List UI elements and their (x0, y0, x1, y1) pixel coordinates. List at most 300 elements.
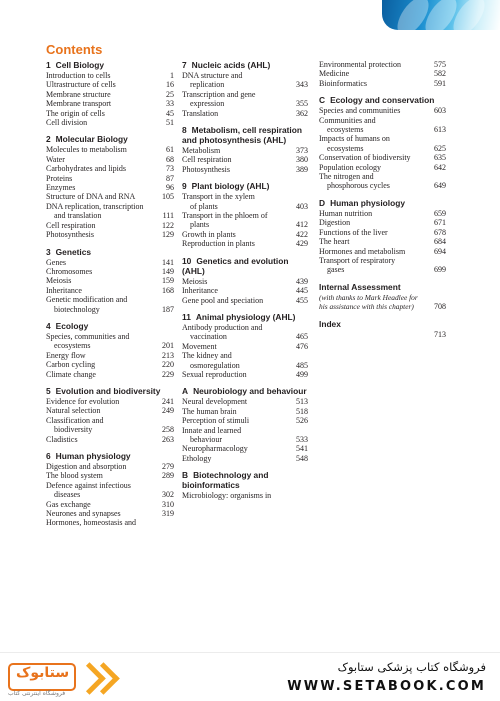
section-number: C (319, 95, 326, 106)
entry-title: Cell respiration (182, 155, 232, 165)
toc-entry[interactable] (182, 491, 308, 500)
entry-title: Transport in the xylem (182, 192, 255, 202)
toc-entry[interactable] (46, 462, 174, 471)
toc-entry[interactable] (182, 90, 308, 99)
entry-page-number: 149 (162, 266, 174, 276)
toc-entry[interactable] (319, 134, 446, 143)
toc-entry[interactable] (46, 99, 174, 108)
toc-entry[interactable] (46, 360, 174, 369)
section-title: Biotechnology and bioinformatics (182, 470, 269, 491)
entry-title: plants (190, 220, 210, 230)
toc-entry[interactable] (46, 71, 174, 80)
entry-page-number: 362 (296, 108, 308, 118)
toc-entry[interactable] (182, 286, 308, 295)
entry-page-number: 373 (296, 146, 308, 156)
toc-entry[interactable] (182, 397, 308, 406)
toc-entry[interactable] (46, 276, 174, 285)
store-url-link[interactable]: WWW.SETABOOK.COM (287, 679, 486, 694)
entry-title: Translation (182, 108, 219, 118)
toc-entry[interactable] (319, 163, 446, 172)
toc-section (319, 282, 446, 312)
entry-title: Water (46, 154, 65, 164)
section-title: Animal physiology (AHL) (195, 311, 296, 322)
section-title: Plant biology (AHL) (191, 181, 270, 192)
entry-page-number: 649 (434, 181, 446, 191)
entry-title: Molecules to metabolism (46, 145, 127, 155)
entry-page-number: 263 (162, 434, 174, 444)
entry-title: Structure of DNA and RNA (46, 192, 136, 202)
entry-title: Inheritance (46, 285, 82, 295)
entry-page-number: 45 (166, 108, 174, 118)
entry-page-number: 229 (162, 369, 174, 379)
toc-entry[interactable] (182, 277, 308, 286)
toc-entry[interactable] (46, 500, 174, 509)
entry-page-number: 476 (296, 341, 308, 351)
toc-entry[interactable] (182, 220, 308, 229)
entry-title: Cell respiration (46, 220, 96, 230)
toc-entry[interactable] (46, 305, 174, 314)
entry-title: Species, communities and (46, 331, 130, 341)
toc-section (319, 319, 446, 339)
entry-page-number: 310 (162, 499, 174, 509)
toc-entry[interactable] (319, 302, 446, 311)
section-heading (182, 125, 308, 145)
entry-page-number: 289 (162, 471, 174, 481)
entry-title: Communities and (319, 115, 376, 125)
entry-title: Species and communities (319, 106, 401, 116)
entry-page-number: 241 (162, 396, 174, 406)
entry-page-number: 659 (434, 208, 446, 218)
entry-title: The blood system (46, 471, 103, 481)
entry-page-number: 168 (162, 285, 174, 295)
entry-title: replication (190, 80, 225, 90)
entry-title: Classification and (46, 415, 104, 425)
toc-entry[interactable] (46, 258, 174, 267)
entry-page-number: 499 (296, 369, 308, 379)
entry-title: Carbon cycling (46, 360, 96, 370)
toc-entry[interactable] (46, 230, 174, 239)
entry-title: Cell division (46, 118, 88, 128)
toc-section (319, 95, 446, 191)
toc-entry[interactable] (46, 183, 174, 192)
section-number: 8 (182, 125, 187, 136)
entry-page-number: 684 (434, 237, 446, 247)
entry-page-number: 635 (434, 153, 446, 163)
toc-entry[interactable] (319, 153, 446, 162)
toc-column-3 (319, 60, 446, 346)
entry-title: biotechnology (54, 304, 100, 314)
toc-section (46, 321, 174, 379)
toc-entry[interactable] (319, 116, 446, 125)
toc-section (182, 181, 308, 248)
section-heading (182, 60, 308, 70)
section-number: D (319, 197, 326, 208)
entry-title: Microbiology: organisms in (182, 491, 272, 501)
entry-title: Energy flow (46, 350, 86, 360)
entry-title: DNA structure and (182, 71, 243, 80)
section-heading (46, 60, 174, 70)
entry-title: Growth in plants (182, 229, 236, 239)
toc-entry[interactable] (319, 106, 446, 115)
toc-entry[interactable] (46, 341, 174, 350)
section-heading (182, 386, 308, 396)
entry-title: and translation (54, 211, 102, 221)
toc-entry[interactable] (319, 69, 446, 78)
entry-title: his assistance with this chapter) (319, 302, 414, 312)
entry-page-number: 187 (162, 304, 174, 314)
section-heading (319, 319, 446, 329)
toc-entry[interactable] (319, 79, 446, 88)
toc-entry[interactable] (46, 471, 174, 480)
toc-section (182, 256, 308, 305)
entry-page-number: 380 (296, 155, 308, 165)
toc-entry[interactable] (46, 202, 174, 211)
entry-page-number: 533 (296, 434, 308, 444)
toc-entry[interactable] (182, 370, 308, 379)
entry-title: gases (327, 265, 345, 275)
entry-title: Climate change (46, 369, 96, 379)
section-number: 10 (182, 255, 192, 266)
entry-title: ecosystems (327, 143, 364, 153)
toc-entry[interactable] (46, 435, 174, 444)
toc-entry[interactable] (46, 481, 174, 490)
entry-page-number: 526 (296, 416, 308, 426)
entry-page-number: 713 (434, 329, 446, 339)
toc-entry[interactable] (46, 425, 174, 434)
entry-page-number: 439 (296, 276, 308, 286)
toc-entry[interactable] (182, 192, 308, 201)
section-heading (182, 181, 308, 191)
toc-entry[interactable] (182, 230, 308, 239)
entry-title: Ultrastructure of cells (46, 80, 116, 90)
toc-entry[interactable] (182, 454, 308, 463)
entry-page-number: 389 (296, 164, 308, 174)
toc-entry[interactable] (46, 490, 174, 499)
section-number: 1 (46, 60, 51, 70)
toc-entry[interactable] (182, 165, 308, 174)
toc-section (46, 134, 174, 239)
entry-page-number: 302 (162, 490, 174, 500)
entry-page-number: 68 (166, 154, 174, 164)
entry-title: Human nutrition (319, 208, 373, 218)
entry-title: Defence against infectious (46, 480, 131, 490)
entry-title: Genetic modification and (46, 295, 128, 305)
toc-entry[interactable] (319, 293, 446, 302)
section-heading (319, 198, 446, 208)
toc-entry[interactable] (46, 211, 174, 220)
toc-entry[interactable] (182, 323, 308, 332)
entry-title: behaviour (190, 434, 222, 444)
entry-page-number: 87 (166, 173, 174, 183)
toc-entry[interactable] (319, 228, 446, 237)
toc-entry[interactable] (319, 60, 446, 69)
entry-page-number: 575 (434, 60, 446, 69)
toc-entry[interactable] (46, 164, 174, 173)
entry-page-number: 455 (296, 295, 308, 305)
toc-section (182, 312, 308, 379)
entry-title: Transport of respiratory (319, 255, 396, 265)
entry-page-number: 582 (434, 69, 446, 79)
section-heading (46, 321, 174, 331)
entry-title: Genes (46, 257, 66, 267)
toc-entry[interactable] (46, 155, 174, 164)
toc-entry[interactable] (319, 125, 446, 134)
toc-entry[interactable] (182, 146, 308, 155)
entry-page-number: 422 (296, 229, 308, 239)
toc-entry[interactable] (182, 99, 308, 108)
section-title: Ecology and conservation (330, 95, 435, 106)
toc-section (46, 60, 174, 127)
entry-page-number: 319 (162, 509, 174, 519)
section-heading (46, 386, 174, 396)
entry-page-number: 678 (434, 227, 446, 237)
entry-page-number: 33 (166, 99, 174, 109)
toc-entry[interactable] (46, 221, 174, 230)
section-number: 11 (182, 311, 191, 322)
entry-title: Conservation of biodiversity (319, 153, 411, 163)
section-title: Neurobiology and behaviour (193, 386, 307, 397)
toc-entry[interactable] (46, 286, 174, 295)
toc-entry[interactable] (182, 155, 308, 164)
toc-section (182, 125, 308, 174)
entry-page-number: 51 (166, 118, 174, 128)
entry-title: Neurones and synapses (46, 509, 121, 519)
entry-title: Cladistics (46, 434, 78, 444)
section-number: 6 (46, 451, 51, 461)
entry-page-number: 213 (162, 350, 174, 360)
section-title: Internal Assessment (319, 281, 401, 292)
toc-entry[interactable] (319, 172, 446, 181)
entry-title: Gene pool and speciation (182, 295, 264, 305)
toc-entry[interactable] (46, 351, 174, 360)
entry-title: expression (190, 99, 225, 109)
toc-entry[interactable] (182, 332, 308, 341)
section-heading (182, 470, 308, 490)
entry-title: (with thanks to Mark Headlee for (319, 292, 418, 302)
toc-entry[interactable] (182, 426, 308, 435)
entry-page-number: 96 (166, 183, 174, 193)
entry-page-number: 141 (162, 257, 174, 267)
section-title: Index (319, 318, 341, 329)
toc-entry[interactable] (46, 192, 174, 201)
entry-title: Perception of stimuli (182, 416, 250, 426)
toc-entry[interactable] (182, 361, 308, 370)
entry-page-number: 129 (162, 230, 174, 240)
entry-page-number: 465 (296, 332, 308, 342)
entry-title: Neuropharmacology (182, 444, 248, 454)
section-title: Metabolism, cell respiration and photosynthesis (AHL) (182, 125, 302, 146)
entry-title: Ethology (182, 453, 212, 463)
page-title: Contents (46, 42, 103, 57)
section-title: Human physiology (330, 197, 405, 208)
entry-page-number: 603 (434, 106, 446, 116)
toc-entry[interactable] (182, 109, 308, 118)
toc-section (46, 451, 174, 528)
toc-entry[interactable] (46, 332, 174, 341)
entry-title: Reproduction in plants (182, 239, 255, 249)
toc-entry[interactable] (46, 80, 174, 89)
store-logo[interactable] (8, 659, 158, 699)
entry-title: ecosystems (54, 341, 91, 351)
entry-page-number: 613 (434, 125, 446, 135)
section-heading (46, 134, 174, 144)
entry-title: Natural selection (46, 406, 101, 416)
toc-entry[interactable] (319, 218, 446, 227)
toc-entry[interactable] (46, 295, 174, 304)
entry-title: Medicine (319, 69, 350, 79)
entry-title: vaccination (190, 332, 227, 342)
toc-entry[interactable] (182, 80, 308, 89)
toc-section (182, 60, 308, 118)
entry-title: Neural development (182, 397, 248, 407)
toc-entry[interactable] (182, 296, 308, 305)
toc-entry[interactable] (46, 370, 174, 379)
section-title: Human physiology (55, 451, 131, 461)
toc-column-2 (182, 60, 308, 508)
section-heading (182, 312, 308, 322)
entry-title: Proteins (46, 173, 73, 183)
section-heading (182, 256, 308, 276)
entry-title: The heart (319, 237, 350, 247)
toc-entry[interactable] (319, 209, 446, 218)
toc-entry[interactable] (319, 265, 446, 274)
entry-page-number: 513 (296, 397, 308, 407)
toc-entry[interactable] (319, 247, 446, 256)
section-title: Cell Biology (55, 60, 105, 70)
entry-title: Photosynthesis (182, 164, 231, 174)
toc-entry[interactable] (46, 416, 174, 425)
logo-subtitle: فروشگاه اینترنتی کتاب (8, 690, 66, 697)
toc-entry[interactable] (182, 407, 308, 416)
toc-entry[interactable] (182, 211, 308, 220)
entry-title: Enzymes (46, 183, 76, 193)
entry-title: Digestion (319, 218, 351, 228)
entry-title: The nitrogen and (319, 172, 374, 182)
entry-page-number: 591 (434, 78, 446, 88)
toc-column-1 (46, 60, 174, 535)
entry-page-number: 699 (434, 265, 446, 275)
entry-page-number: 1 (170, 71, 174, 80)
entry-page-number: 111 (162, 211, 174, 221)
section-title: Nucleic acids (AHL) (191, 60, 271, 70)
entry-title: Inheritance (182, 286, 218, 296)
entry-title: DNA replication, transcription (46, 201, 144, 211)
toc-entry[interactable] (319, 181, 446, 190)
section-number: 7 (182, 60, 187, 70)
entry-page-number: 220 (162, 360, 174, 370)
toc-entry[interactable] (319, 237, 446, 246)
toc-section (319, 198, 446, 275)
entry-title: Hormones, homeostasis and (46, 518, 136, 528)
entry-title: Meiosis (46, 276, 72, 286)
toc-entry[interactable] (46, 518, 174, 527)
corner-decoration (382, 0, 500, 30)
section-number: B (182, 470, 189, 481)
toc-entry[interactable] (46, 174, 174, 183)
toc-entry[interactable] (182, 202, 308, 211)
entry-page-number: 343 (296, 80, 308, 90)
section-number: A (182, 386, 189, 397)
toc-entry[interactable] (46, 267, 174, 276)
toc-entry[interactable] (46, 118, 174, 127)
entry-page-number: 548 (296, 453, 308, 463)
section-heading (46, 247, 174, 257)
section-title: Evolution and biodiversity (55, 385, 161, 396)
entry-title: Environmental protection (319, 60, 401, 69)
entry-page-number: 122 (162, 220, 174, 230)
entry-title: Introduction to cells (46, 71, 111, 80)
entry-title: phosphorous cycles (327, 181, 390, 191)
toc-entry[interactable] (46, 406, 174, 415)
toc-entry[interactable] (319, 330, 446, 339)
entry-page-number: 355 (296, 99, 308, 109)
toc-entry[interactable] (182, 71, 308, 80)
entry-title: Antibody production and (182, 322, 263, 332)
entry-title: Evidence for evolution (46, 396, 120, 406)
entry-page-number: 429 (296, 239, 308, 249)
entry-title: Bioinformatics (319, 78, 367, 88)
entry-title: Transcription and gene (182, 89, 256, 99)
toc-entry[interactable] (182, 239, 308, 248)
entry-page-number: 671 (434, 218, 446, 228)
entry-title: osmoregulation (190, 360, 240, 370)
toc-entry[interactable] (319, 144, 446, 153)
toc-entry[interactable] (46, 509, 174, 518)
entry-title: Metabolism (182, 146, 221, 156)
toc-entry[interactable] (182, 351, 308, 360)
entry-page-number: 279 (162, 462, 174, 471)
entry-page-number: 642 (434, 162, 446, 172)
entry-page-number: 694 (434, 246, 446, 256)
entry-page-number: 708 (434, 302, 446, 312)
toc-entry[interactable] (319, 256, 446, 265)
entry-title: Hormones and metabolism (319, 246, 406, 256)
entry-page-number: 625 (434, 143, 446, 153)
entry-title: Chromosomes (46, 266, 93, 276)
section-number: 2 (46, 134, 51, 145)
section-title: Genetics and evolution (AHL) (182, 255, 289, 276)
toc-entry[interactable] (46, 145, 174, 154)
toc-entry[interactable] (46, 109, 174, 118)
entry-page-number: 249 (162, 406, 174, 416)
entry-page-number: 159 (162, 276, 174, 286)
entry-title: of plants (190, 201, 218, 211)
toc-entry[interactable] (182, 435, 308, 444)
entry-title: Innate and learned (182, 425, 242, 435)
section-heading (46, 451, 174, 461)
entry-title: Gas exchange (46, 499, 91, 509)
section-heading (319, 95, 446, 105)
toc-entry[interactable] (46, 397, 174, 406)
entry-title: diseases (54, 490, 81, 500)
toc-entry[interactable] (182, 416, 308, 425)
entry-title: Movement (182, 341, 217, 351)
toc-entry[interactable] (46, 90, 174, 99)
toc-entry[interactable] (182, 444, 308, 453)
entry-title: Sexual reproduction (182, 369, 247, 379)
entry-page-number: 16 (166, 80, 174, 90)
entry-page-number: 541 (296, 444, 308, 454)
section-title: Ecology (55, 320, 89, 331)
entry-page-number: 61 (166, 145, 174, 155)
toc-entry[interactable] (182, 342, 308, 351)
toc-section (319, 60, 446, 88)
logo-word: ستابوک (16, 665, 70, 681)
entry-title: The kidney and (182, 351, 232, 361)
entry-title: Functions of the liver (319, 227, 388, 237)
entry-title: ecosystems (327, 125, 364, 135)
section-number: 4 (46, 320, 51, 331)
